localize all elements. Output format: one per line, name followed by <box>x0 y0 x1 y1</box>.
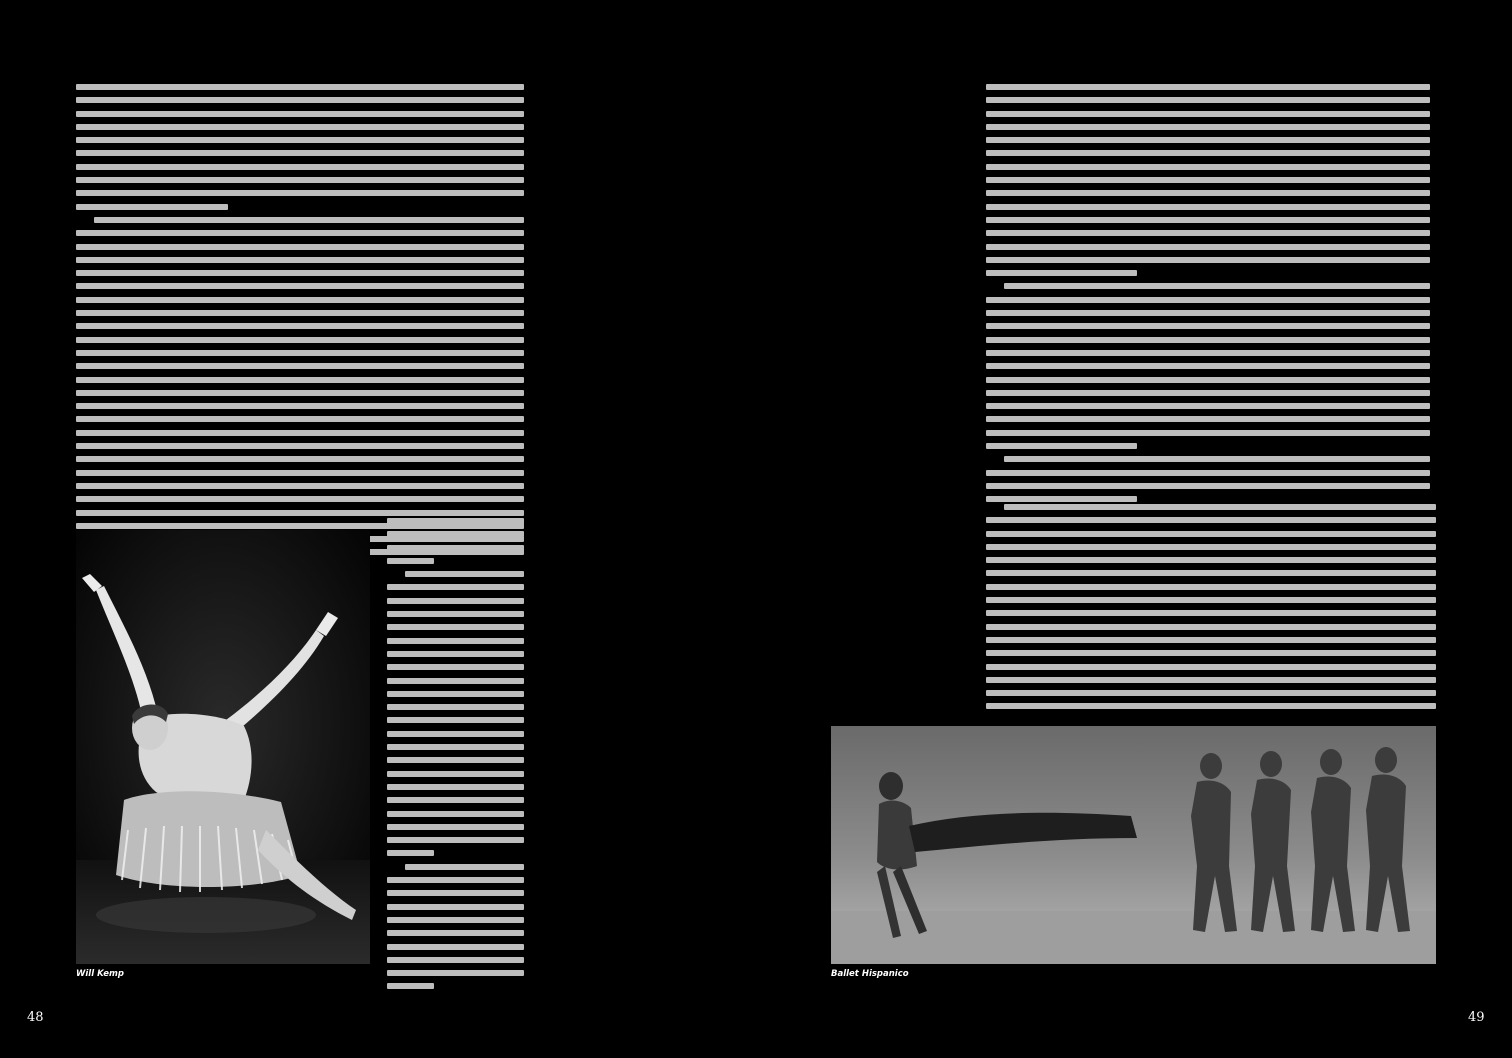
text-line <box>986 610 1436 616</box>
text-line <box>986 584 1436 590</box>
text-line <box>986 350 1430 356</box>
text-line <box>986 690 1436 696</box>
text-line <box>986 390 1430 396</box>
text-line <box>405 571 524 577</box>
text-line <box>387 890 524 896</box>
text-line <box>387 678 524 684</box>
text-line <box>387 771 524 777</box>
text-line <box>387 824 524 830</box>
text-line <box>986 270 1137 276</box>
text-line <box>986 664 1436 670</box>
text-line <box>76 190 524 196</box>
text-line <box>387 797 524 803</box>
text-line <box>76 443 524 449</box>
text-line <box>986 204 1430 210</box>
text-line <box>76 350 524 356</box>
text-line <box>986 111 1430 117</box>
text-line <box>76 84 524 90</box>
text-line <box>387 930 524 936</box>
text-line <box>387 970 524 976</box>
text-line <box>76 310 524 316</box>
text-line <box>387 598 524 604</box>
text-line <box>76 337 524 343</box>
text-line <box>76 456 524 462</box>
text-line <box>986 323 1430 329</box>
text-line <box>986 244 1430 250</box>
text-line <box>986 164 1430 170</box>
text-line <box>387 624 524 630</box>
text-line <box>76 283 524 289</box>
text-line <box>387 877 524 883</box>
ballet-hispanico-caption: Ballet Hispanico <box>831 969 909 979</box>
text-line <box>76 111 524 117</box>
text-line <box>986 416 1430 422</box>
text-line <box>986 403 1430 409</box>
text-line <box>76 257 524 263</box>
text-line <box>387 837 524 843</box>
text-line <box>94 217 524 223</box>
text-line <box>986 257 1430 263</box>
text-line <box>986 637 1436 643</box>
text-line <box>76 496 524 502</box>
text-line <box>76 204 228 210</box>
text-line <box>76 416 524 422</box>
dancer-silhouette-image <box>76 530 370 964</box>
text-line <box>76 97 524 103</box>
text-line <box>387 983 434 989</box>
text-line <box>387 545 524 551</box>
left-top-text-column <box>76 80 524 569</box>
text-line <box>986 677 1436 683</box>
text-line <box>986 557 1436 563</box>
text-line <box>387 850 434 856</box>
text-line <box>387 531 524 537</box>
text-line <box>986 217 1430 223</box>
text-line <box>986 430 1430 436</box>
text-line <box>387 651 524 657</box>
text-line <box>986 337 1430 343</box>
text-line <box>387 704 524 710</box>
text-line <box>405 864 524 870</box>
text-line <box>986 377 1430 383</box>
text-line <box>76 363 524 369</box>
text-line <box>986 650 1436 656</box>
right-bottom-text-column <box>986 500 1436 709</box>
text-line <box>387 904 524 910</box>
text-line <box>986 297 1430 303</box>
text-line <box>986 703 1436 709</box>
text-line <box>76 390 524 396</box>
text-line <box>1004 283 1430 289</box>
text-line <box>387 611 524 617</box>
text-line <box>76 150 524 156</box>
text-line <box>387 744 524 750</box>
text-line <box>986 137 1430 143</box>
text-line <box>986 470 1430 476</box>
text-line <box>76 164 524 170</box>
text-line <box>76 403 524 409</box>
text-line <box>76 270 524 276</box>
text-line <box>387 811 524 817</box>
text-line <box>986 517 1436 523</box>
text-line <box>986 190 1430 196</box>
right-top-text-column <box>986 80 1430 502</box>
text-line <box>986 230 1430 236</box>
text-line <box>986 597 1436 603</box>
text-line <box>387 717 524 723</box>
text-line <box>986 544 1436 550</box>
will-kemp-caption: Will Kemp <box>76 969 124 979</box>
text-line <box>76 430 524 436</box>
text-line <box>986 124 1430 130</box>
text-line <box>387 944 524 950</box>
text-line <box>387 917 524 923</box>
text-line <box>986 483 1430 489</box>
text-line <box>387 757 524 763</box>
text-line <box>76 323 524 329</box>
text-line <box>387 584 524 590</box>
text-line <box>387 638 524 644</box>
text-line <box>387 957 524 963</box>
ballet-dancers-image <box>831 726 1436 964</box>
text-line <box>76 244 524 250</box>
text-line <box>986 97 1430 103</box>
ballet-hispanico-photo <box>831 726 1436 964</box>
text-line <box>1004 504 1436 510</box>
will-kemp-photo <box>76 530 370 964</box>
text-line <box>986 150 1430 156</box>
text-line <box>1004 456 1430 462</box>
page-number-left: 48 <box>27 1010 44 1025</box>
text-line <box>76 470 524 476</box>
text-line <box>986 624 1436 630</box>
text-line <box>387 664 524 670</box>
text-line <box>387 518 524 524</box>
text-line <box>387 731 524 737</box>
text-line <box>76 377 524 383</box>
text-line <box>986 177 1430 183</box>
text-line <box>986 310 1430 316</box>
text-line <box>387 691 524 697</box>
text-line <box>387 558 434 564</box>
text-line <box>986 570 1436 576</box>
text-line <box>76 177 524 183</box>
text-line <box>76 483 524 489</box>
text-line <box>76 137 524 143</box>
text-line <box>986 531 1436 537</box>
text-line <box>986 443 1137 449</box>
text-line <box>76 124 524 130</box>
left-bottom-text-column <box>387 514 524 989</box>
text-line <box>76 297 524 303</box>
page-number-right: 49 <box>1468 1010 1485 1025</box>
text-line <box>986 363 1430 369</box>
text-line <box>76 230 524 236</box>
text-line <box>986 84 1430 90</box>
text-line <box>387 784 524 790</box>
